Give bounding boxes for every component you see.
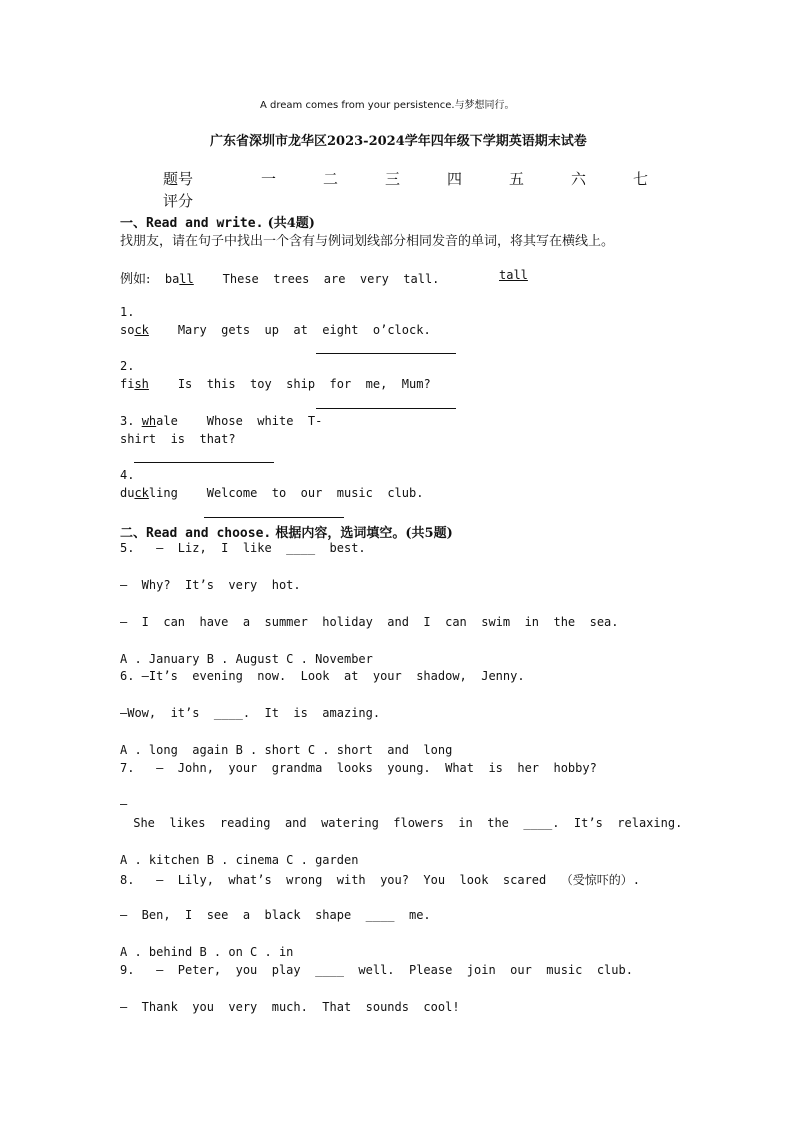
header-motto: A dream comes from your persistence.与梦想同行。 [260,100,515,111]
q3-word: whale [141,414,178,428]
q8-line1: 8. — Lily, what’s wrong with you? You look scared （受惊吓的）. [120,873,640,887]
q2-line [120,377,431,391]
q5-line1: 5. — Liz, I like ____ best. [120,541,366,555]
q6-line2: —Wow, it’s ____. It is amazing. [120,706,381,720]
score-row-label: 题号 [163,170,194,188]
example-sentence: These trees are very tall. [222,272,440,286]
q9-line1: 9. — Peter, you play ____ well. Please join our music club. [120,963,633,977]
q5-options[interactable]: A . January B . August C . November [120,652,373,666]
q8-line2: — Ben, I see a black shape ____ me. [120,908,431,922]
q8-options[interactable]: A . behind B . on C . in [120,945,294,959]
q3-sentence-a: Whose white T- [206,414,323,428]
q7-line2: — [120,797,128,811]
q1-number: 1. [120,305,135,319]
q6-options[interactable]: A . long again B . short C . short and long [120,743,453,757]
q1-line [120,323,431,337]
q4-line [120,486,423,500]
page-title: 广东省深圳市龙华区2023-2024学年四年级下学期英语期末试卷 [210,134,587,149]
example-line [120,268,439,287]
score-col-3: 三 [385,170,401,188]
q4-answer-blank[interactable] [204,517,344,518]
section2-heading [120,522,453,541]
score-row2-label: 评分 [163,192,194,210]
q7-line1: 7. — John, your grandma looks young. What is her hobby? [120,761,597,775]
q7-options[interactable]: A . kitchen B . cinema C . garden [120,853,359,867]
q2-sentence: Is this toy ship for me, Mum? [177,377,431,391]
score-col-6: 六 [571,170,587,188]
q1-word: sock [120,323,149,337]
q2-answer-blank[interactable] [316,408,456,409]
section2-count: (共5题) [405,526,453,541]
section1-instruction: 找朋友，请在句子中找出一个含有与例词划线部分相同发音的单词，将其写在横线上。 [120,234,615,249]
q4-sentence: Welcome to our music club. [206,486,424,500]
q5-line2: — Why? It’s very hot. [120,578,301,592]
score-col-2: 二 [323,170,339,188]
score-col-5: 五 [509,170,525,188]
q3-number: 3. [120,414,135,428]
q6-line1: 6. —It’s evening now. Look at your shadow, Jenny. [120,669,525,683]
q3-answer-blank[interactable] [134,462,274,463]
score-col-7: 七 [633,170,649,188]
q5-line3: — I can have a summer holiday and I can swim in the sea. [120,615,619,629]
section1-prefix: 一、 [120,216,147,231]
q3-sentence-b: shirt is that? [120,432,236,446]
q1-sentence: Mary gets up at eight o’clock. [177,323,431,337]
section2-heading-en: Read and choose. [146,526,272,541]
section1-count: (共4题) [267,216,315,231]
section2-prefix: 二、 [120,526,147,541]
q4-word: duckling [120,486,178,500]
score-col-4: 四 [447,170,463,188]
section1-heading [120,212,315,231]
q4-number: 4. [120,468,135,482]
q3-line [120,414,322,428]
example-answer: tall [499,268,528,282]
score-col-1: 一 [261,170,277,188]
example-label: 例如: [120,272,151,287]
q1-answer-blank[interactable] [316,353,456,354]
q9-line2: — Thank you very much. That sounds cool! [120,1000,460,1014]
q2-number: 2. [120,359,135,373]
q7-line3: She likes reading and watering flowers in the ____. It’s relaxing. [126,816,683,830]
example-word: ball [164,272,194,286]
section2-heading-cn: 根据内容，选词填空。 [275,526,406,541]
q2-word: fish [120,377,149,391]
section1-heading-en: Read and write. [146,216,264,231]
